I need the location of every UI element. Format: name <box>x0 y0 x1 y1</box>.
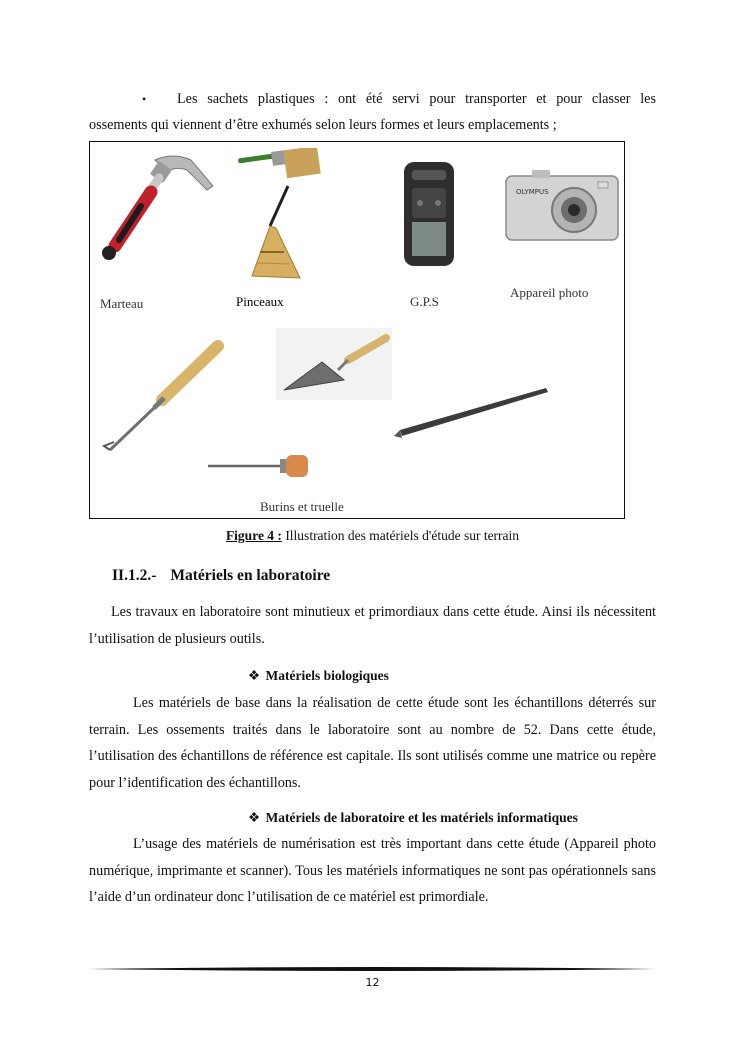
label-appareil-photo: Appareil photo <box>510 285 589 300</box>
awl-image <box>206 452 310 480</box>
subheading-biologiques-title: Matériels biologiques <box>265 668 389 683</box>
camera-brand-logo: OLYMPUS <box>516 188 549 196</box>
section-intro-paragraph: Les travaux en laboratoire sont minutieux et primordiaux dans cette étude. Ainsi ils nécessitent l’utilisation de plusieurs outils. <box>89 604 656 647</box>
flat-chisel-image <box>390 382 550 442</box>
trowel-image <box>276 328 392 400</box>
subheading-laboratoire-title: Matériels de laboratoire et les matériels informatiques <box>265 810 578 825</box>
section-title: Matériels en laboratoire <box>170 567 331 584</box>
figure-caption-label: Figure 4 : <box>225 528 282 543</box>
figure-tools-illustration <box>89 141 625 519</box>
figure-caption-text: Illustration des matériels d'étude sur terrain <box>281 528 520 543</box>
gps-image <box>402 160 458 270</box>
footer-divider <box>89 966 656 972</box>
intro-line-2: ossements qui viennent d’être exhumés selon leurs formes et leurs emplacements ; <box>89 117 557 133</box>
paragraph-biologiques: Les matériels de base dans la réalisation de cette étude sont les échantillons déterrés sur terrain. Les ossements traités dans le laboratoire sont au nombre de 52. Dans cette étude, l’utilisation des échantillons de référence est capitale. Ils sont utilisés comme une matrice ou repère pour l’identification des échantillons. <box>89 695 656 791</box>
intro-line-1: Les sachets plastiques : ont été servi pour transporter et pour classer les <box>177 91 656 107</box>
paragraph-laboratoire-informatiques: L’usage des matériels de numérisation est très important dans cette étude (Appareil photo numérique, imprimante et scanner). Tous les matériels informatiques ne sont pas opérationnels sans l’aide d’un ordinateur donc l’utilisation de ce matériel est primordiale. <box>89 836 656 905</box>
section-number: II.1.2.- <box>112 567 157 584</box>
label-marteau: Marteau <box>100 296 144 311</box>
camera-image <box>502 168 622 244</box>
hammer-image <box>95 150 215 265</box>
brush-image <box>230 148 330 283</box>
section-heading <box>112 567 330 585</box>
subheading-laboratoire-informatiques <box>248 810 578 826</box>
subheading-biologiques <box>248 668 389 684</box>
label-gps: G.P.S <box>410 294 439 309</box>
bullet-icon: • <box>142 92 147 106</box>
page-number: 12 <box>365 976 380 989</box>
diamond-bullet-icon: ❖ <box>248 668 261 683</box>
diamond-bullet-icon: ❖ <box>248 810 261 825</box>
label-burins-truelle: Burins et truelle <box>260 499 344 514</box>
label-pinceaux: Pinceaux <box>236 294 284 309</box>
chisel-image <box>100 338 225 456</box>
figure-caption <box>89 528 656 544</box>
